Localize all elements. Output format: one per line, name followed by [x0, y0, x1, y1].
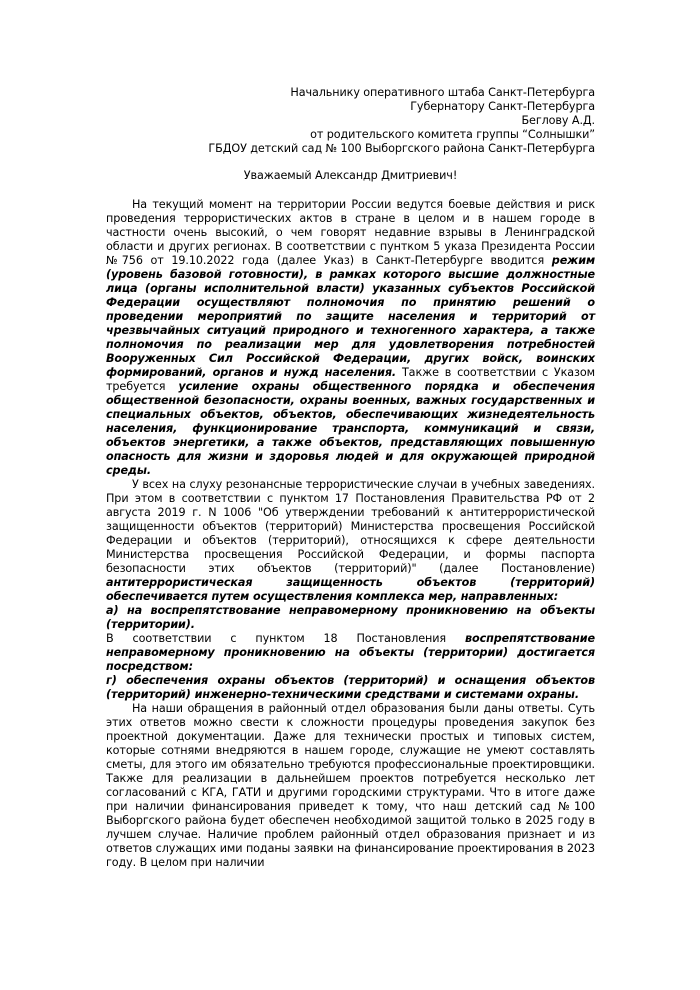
paragraph	[106, 198, 595, 478]
recipient-line: Беглову А.Д.	[521, 114, 595, 127]
emphasis-run: а) на воспрепятствование неправомерному проникновению на объекты (территории).	[106, 604, 595, 631]
paragraph-item-g	[106, 674, 595, 702]
recipient-block	[106, 86, 595, 156]
text-run: На текущий момент на территории России ведутся боевые действия и риск проведения террористических актов в стране в целом и в нашем городе в частности очень высокий, о чем говорят недавние взрывы в Ленинградской области и других регионах. В соответствии с пунтком 5 указа Президента России №756 от 19.10.2022 года (далее Указ) в Санкт-Петербурге вводится	[106, 198, 595, 267]
paragraph-item-a	[106, 604, 595, 632]
paragraph	[106, 632, 595, 674]
letter-content	[106, 86, 595, 870]
recipient-line: Губернатору Санкт-Петербурга	[410, 100, 595, 113]
recipient-line: Начальнику оперативного штаба Санкт-Петербурга	[290, 86, 595, 99]
text-run: В соответствии с пунктом 18 Постановления	[106, 632, 465, 645]
text-run: Также в соответствии с Указом требуется	[106, 366, 595, 393]
text-run: У всех на слуху резонансные террористические случаи в учебных заведениях. При этом в соответствии с пунктом 17 Постановления Правительства РФ от 2 августа 2019 г. N 1006 "Об утверждении требований к антитеррористической защищенности объектов (территорий) Министерства просвещения Российской Федерации и объектов (территорий), относящихся к сфере деятельности Министерства просвещения Российской Федерации, и формы паспорта безопасности этих объектов (территорий)" (далее Постановление)	[106, 478, 595, 575]
emphasis-run: г) обеспечения охраны объектов (территорий) и оснащения объектов (территорий) инженерно-техническими средствами и системами охраны.	[106, 674, 595, 701]
emphasis-run: усиление охраны общественного порядка и обеспечения общественной безопасности, охраны военных, важных государственных и специальных объектов, объектов, обеспечивающих жизнедеятельность населения, функционирование транспорта, коммуникаций и связи, объектов энергетики, а также объектов, представляющих повышенную опасность для жизни и здоровья людей и для окружающей природной среды.	[106, 380, 595, 477]
emphasis-run: антитеррористическая защищенность объектов (территорий) обеспечивается путем осуществления комплекса мер, направленных:	[106, 576, 595, 603]
recipient-line: ГБДОУ детский сад № 100 Выборгского района Санкт-Петербурга	[208, 142, 595, 155]
emphasis-run: воспрепятствование неправомерному проникновению на объекты (территории) достигается посредством:	[106, 632, 595, 673]
salutation: Уважаемый Александр Дмитриевич!	[243, 169, 458, 182]
paragraph	[106, 702, 595, 870]
emphasis-run: режим (уровень базовой готовности), в рамках которого высшие должностные лица (органы исполнительной власти) указанных субъектов Российской Федерации осуществляют полномочия по принятию решений о проведении мероприятий по защите населения и территорий от чрезвычайных ситуаций природного и техногенного характера, а также полномочия по реализации мер для удовлетворения потребностей Вооруженных Сил Российской Федерации, других войск, воинских формирований, органов и нужд населения.	[106, 254, 595, 379]
recipient-line: от родительского комитета группы “Солнышки”	[310, 128, 595, 141]
paragraph	[106, 478, 595, 604]
text-run: На наши обращения в районный отдел образования были даны ответы. Суть этих ответов можно свести к сложности процедуры проведения закупок без проектной документации. Даже для технически простых и типовых систем, которые сотнями внедряются в нашем городе, служащие не умеют составлять сметы, для этого им обязательно требуются профессиональные проектировщики. Также для реализации в дальнейшем проектов потребуется несколько лет согласований с КГА, ГАТИ и другими городскими структурами. Что в итоге даже при наличии финансирования приведет к тому, что наш детский сад №100 Выборгского района будет обеспечен необходимой защитой только в 2025 году в лучшем случае. Наличие проблем районный отдел образования признает и из ответов служащих ими поданы заявки на финансирование проектирования в 2023 году. В целом при наличии	[106, 702, 595, 869]
